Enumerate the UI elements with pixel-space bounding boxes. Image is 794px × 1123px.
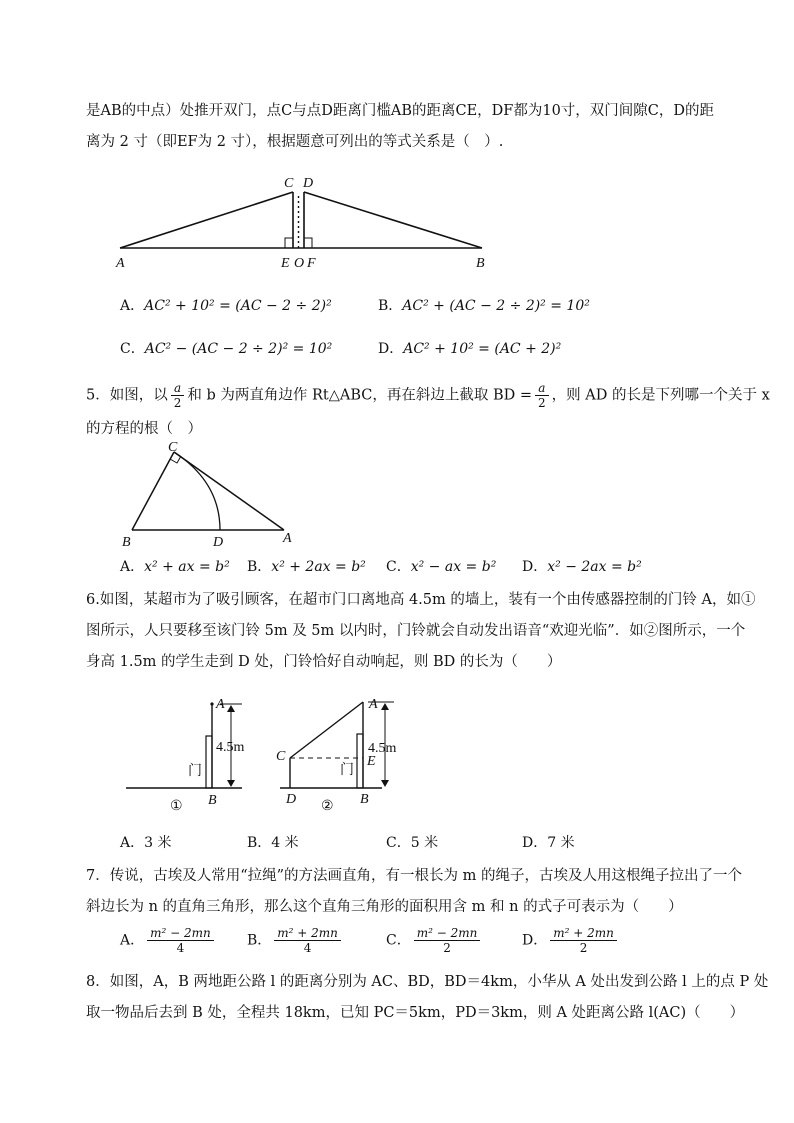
label-c: C <box>168 440 178 455</box>
right-angle-e <box>285 238 293 248</box>
q5-option-a[interactable]: A．x² + ax = b² <box>120 559 230 575</box>
q7-option-a[interactable]: A． $\frac{\text{m² − 2mn}}{4}$ <box>120 926 217 955</box>
arrow-down-head <box>227 780 235 787</box>
label-height: 4.5m <box>368 741 397 756</box>
arrow-up-head <box>227 705 235 712</box>
q6-figure-2 <box>272 690 412 820</box>
label-e: E <box>281 256 290 271</box>
label-b: B <box>122 535 131 550</box>
q6-line3: 身高 1.5m 的学生走到 D 处，门铃恰好自动响起，则 BD 的长为（ ） <box>86 654 562 670</box>
label-fig-num: ② <box>321 799 334 814</box>
label-b: B <box>476 256 485 271</box>
q5-fraction-a2-bd: $\frac{a}{2}$ <box>535 381 549 410</box>
q5-option-c[interactable]: C．x² − ax = b² <box>386 559 497 575</box>
q6-line1: 6.如图，某超市为了吸引顾客，在超市门口离地高 4.5m 的墙上，装有一个由传感器控制的门铃 A，如① <box>86 592 756 608</box>
label-a: A <box>283 531 292 546</box>
q4-intro-line1: 是AB的中点）处推开双门，点C与点D距离门槛AB的距离CE，DF都为10寸，双门间隙C，D的距 <box>86 103 715 119</box>
q6-option-c[interactable]: C．5 米 <box>386 835 439 851</box>
label-a: A <box>216 697 225 712</box>
label-c: C <box>276 749 286 764</box>
q4-door-figure <box>110 170 500 275</box>
q6-option-a[interactable]: A．3 米 <box>120 835 172 851</box>
label-c: C <box>284 176 294 191</box>
label-d: D <box>213 535 224 550</box>
q5-line2: 的方程的根（ ） <box>86 421 202 437</box>
label-o: O <box>294 256 305 271</box>
q5-triangle-figure <box>112 442 302 550</box>
q7-option-b[interactable]: B． $\frac{\text{m² + 2mn}}{4}$ <box>247 926 344 955</box>
door-panel <box>357 734 363 788</box>
q5-option-d[interactable]: D．x² − 2ax = b² <box>522 559 642 575</box>
segment-bd <box>304 192 482 248</box>
q7-line2: 斜边长为 n 的直角三角形，那么这个直角三角形的面积用含 m 和 n 的式子可表示为（ ） <box>86 899 683 915</box>
label-b: B <box>360 792 369 807</box>
segment-ca <box>174 452 284 530</box>
segment-ac <box>120 192 293 248</box>
q4-option-d[interactable]: D．AC² + 10² = (AC + 2)² <box>378 341 562 357</box>
q6-option-d[interactable]: D．7 米 <box>522 835 575 851</box>
label-door: 门 <box>188 764 202 779</box>
label-a: A <box>116 256 125 271</box>
q7-option-c[interactable]: C． $\frac{\text{m² − 2mn}}{2}$ <box>386 926 483 955</box>
q6-figure-1 <box>120 690 285 820</box>
label-height: 4.5m <box>216 740 245 755</box>
segment-ca <box>290 702 363 758</box>
q4-option-c[interactable]: C．AC² − (AC − 2 ÷ 2)² = 10² <box>120 341 333 357</box>
label-f: F <box>307 256 316 271</box>
q4-option-a[interactable]: A．AC² + 10² = (AC − 2 ÷ 2)² <box>120 298 332 314</box>
q4-intro-line2: 离为 2 寸（即EF为 2 寸），根据题意可列出的等式关系是（ ）. <box>86 134 504 150</box>
arc-cd <box>174 452 220 530</box>
q5-option-b[interactable]: B．x² + 2ax = b² <box>247 559 366 575</box>
q8-line1: 8．如图，A，B 两地距公路 l 的距离分别为 AC、BD，BD＝4km，小华从 A 处出发到公路 l 上的点 P 处 <box>86 974 769 990</box>
label-d: D <box>303 176 314 191</box>
label-fig-num: ① <box>170 799 183 814</box>
label-b: B <box>208 793 217 808</box>
q4-option-b[interactable]: B．AC² + (AC − 2 ÷ 2)² = 10² <box>378 298 590 314</box>
q7-line1: 7．传说，古埃及人常用“拉绳”的方法画直角，有一根长为 m 的绳子，古埃及人用这根绳子拉出了一个 <box>86 868 743 884</box>
label-a: A <box>369 697 378 712</box>
q5-fraction-a2: $\frac{a}{2}$ <box>171 381 185 410</box>
right-angle-f <box>304 238 312 248</box>
arrow-up-head <box>381 703 389 710</box>
arrow-down-head <box>381 780 389 787</box>
label-e: E <box>367 754 376 769</box>
q5-line1: 5．如图，以 $\frac{a}{2}$ 和 b 为两直角边作 Rt△ABC，再在斜边上截取 BD = $\frac{a}{2}$ ，则 AD 的长是下列哪一个关于 x <box>86 381 770 410</box>
label-d: D <box>286 792 297 807</box>
q7-option-d[interactable]: D． $\frac{\text{m² + 2mn}}{2}$ <box>522 926 620 955</box>
q6-option-b[interactable]: B．4 米 <box>247 835 299 851</box>
doorbell-dot <box>210 702 213 705</box>
q8-line2: 取一物品后去到 B 处，全程共 18km，已知 PC＝5km，PD＝3km，则 A 处距离公路 l(AC)（ ） <box>86 1005 745 1021</box>
label-door: 门 <box>340 763 354 778</box>
segment-bc <box>132 452 174 530</box>
q6-line2: 图所示，人只要移至该门铃 5m 及 5m 以内时，门铃就会自动发出语音“欢迎光临”．如②图所示，一个 <box>86 623 746 639</box>
door-panel <box>206 736 212 788</box>
